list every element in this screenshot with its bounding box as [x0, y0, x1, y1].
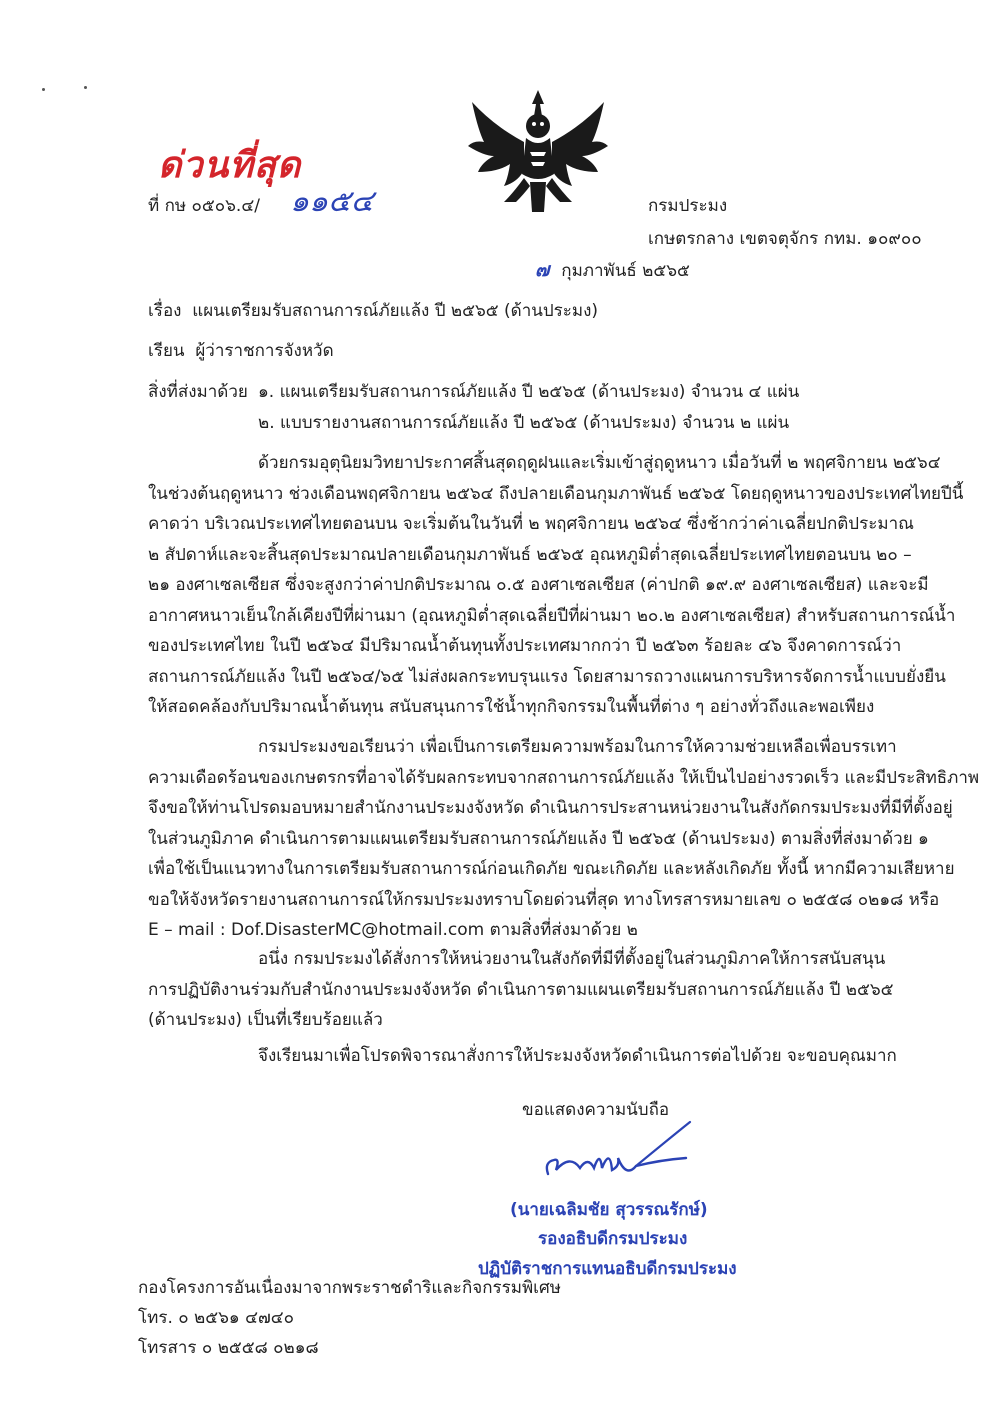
- scan-speck: [84, 86, 87, 89]
- paragraph-line: จึงขอให้ท่านโปรดมอบหมายสำนักงานประมงจังหวัด ดำเนินการประสานหน่วยงานในสังกัดกรมประมงที่มีที่ตั้งอยู่: [148, 798, 953, 818]
- garuda-emblem-icon: [464, 86, 612, 218]
- paragraph-line: ขอให้จังหวัดรายงานสถานการณ์ให้กรมประมงทราบโดยด่วนที่สุด ทางโทรสารหมายเลข ๐ ๒๕๕๘ ๐๒๑๘ หรือ: [148, 889, 940, 910]
- recipient-text: ผู้ว่าราชการจังหวัด: [195, 341, 334, 361]
- paragraph-line: (ด้านประมง) เป็นที่เรียบร้อยแล้ว: [148, 1010, 383, 1030]
- paragraph-line: ๒ สัปดาห์และจะสิ้นสุดประมาณปลายเดือนกุมภาพันธ์ ๒๕๖๕ อุณหภูมิต่ำสุดเฉลี่ยประเทศไทยตอนบน ๒๐ –: [148, 544, 912, 565]
- signatory-position: รองอธิบดีกรมประมง: [538, 1229, 688, 1249]
- paragraph-line: ๒๑ องศาเซลเซียส ซึ่งจะสูงกว่าค่าปกติประมาณ ๐.๕ องศาเซลเซียส (ค่าปกติ ๑๙.๙ องศาเซลเซียส) และจะมี: [148, 575, 929, 595]
- enclosure-item: ๒. แบบรายงานสถานการณ์ภัยแล้ง ปี ๒๕๖๕ (ด้านประมง) จำนวน ๒ แผ่น: [258, 413, 790, 433]
- signatory-acting-position: ปฏิบัติราชการแทนอธิบดีกรมประมง: [478, 1259, 737, 1279]
- scan-speck: [42, 88, 45, 91]
- urgent-stamp: ด่วนที่สุด: [158, 145, 302, 186]
- date-day-handwritten: ๗: [535, 259, 550, 281]
- body-paragraph-2: [148, 732, 980, 946]
- body-paragraph-1: [148, 448, 964, 723]
- date-month-year: กุมภาพันธ์ ๒๕๖๕: [561, 261, 690, 281]
- reference-number-handwritten: ๑๑๕๔: [290, 184, 374, 219]
- paragraph-line: อากาศหนาวเย็นใกล้เคียงปีที่ผ่านมา (อุณหภูมิต่ำสุดเฉลี่ยปีที่ผ่านมา ๒๐.๒ องศาเซลเซียส) สำหรับสถานการณ์น้ำ: [148, 605, 956, 626]
- subject-text: แผนเตรียมรับสถานการณ์ภัยแล้ง ปี ๒๕๖๕ (ด้านประมง): [192, 301, 599, 321]
- paragraph-line: กรมประมงขอเรียนว่า เพื่อเป็นการเตรียมความพร้อมในการให้ความช่วยเหลือเพื่อบรรเทา: [258, 737, 897, 757]
- subject-label: เรื่อง: [148, 301, 182, 321]
- paragraph-line: ในส่วนภูมิภาค ดำเนินการตามแผนเตรียมรับสถานการณ์ภัยแล้ง ปี ๒๕๖๕ (ด้านประมง) ตามสิ่งที่ส่งมาด้วย ๑: [148, 828, 929, 849]
- paragraph-line: สถานการณ์ภัยแล้ง ในปี ๒๕๖๔/๖๕ ไม่ส่งผลกระทบรุนแรง โดยสามารถวางแผนการบริหารจัดการน้ำแบบยั่งยืน: [148, 666, 946, 687]
- paragraph-line: ในช่วงต้นฤดูหนาว ช่วงเดือนพฤศจิกายน ๒๕๖๔ ถึงปลายเดือนกุมภาพันธ์ ๒๕๖๕ โดยฤดูหนาวของประเทศไทยปีนี้: [148, 483, 964, 504]
- paragraph-line: ให้สอดคล้องกับปริมาณน้ำต้นทุน สนับสนุนการใช้น้ำทุกกิจกรรมในพื้นที่ต่าง ๆ อย่างทั่วถึงและพอเพียง: [148, 697, 875, 717]
- paragraph-line: การปฏิบัติงานร่วมกับสำนักงานประมงจังหวัด ดำเนินการตามแผนเตรียมรับสถานการณ์ภัยแล้ง ปี ๒๕๖๕: [148, 979, 894, 1000]
- footer-phone: โทร. ๐ ๒๕๖๑ ๔๗๔๐: [138, 1308, 295, 1328]
- email-line: E – mail : Dof.DisasterMC@hotmail.com ตามสิ่งที่ส่งมาด้วย ๒: [148, 920, 638, 940]
- department-address: เกษตรกลาง เขตจตุจักร กทม. ๑๐๙๐๐: [648, 229, 922, 249]
- letter-date: [535, 256, 690, 285]
- enclosures-label: สิ่งที่ส่งมาด้วย: [148, 382, 248, 402]
- reference-number-prefix: ที่ กษ ๐๕๐๖.๔/: [148, 196, 260, 216]
- body-paragraph-3: [148, 944, 908, 1036]
- signature-closing: ขอแสดงความนับถือ: [522, 1100, 670, 1120]
- paragraph-line: ของประเทศไทย ในปี ๒๕๖๔ มีปริมาณน้ำต้นทุนทั้งประเทศมากกว่า ปี ๒๕๖๓ ร้อยละ ๔๖ จึงคาดการณ์ว่า: [148, 636, 902, 656]
- department-name: กรมประมง: [648, 196, 728, 216]
- subject-line: [148, 297, 598, 325]
- paragraph-line: ด้วยกรมอุตุนิยมวิทยาประกาศสิ้นสุดฤดูฝนและเริ่มเข้าสู่ฤดูหนาว เมื่อวันที่ ๒ พฤศจิกายน ๒๕๖๔: [258, 453, 941, 473]
- paragraph-line: ความเดือดร้อนของเกษตรกรที่อาจได้รับผลกระทบจากสถานการณ์ภัยแล้ง ให้เป็นไปอย่างรวดเร็ว และมีประสิทธิภาพ: [148, 767, 980, 788]
- enclosure-item: ๑. แผนเตรียมรับสถานการณ์ภัยแล้ง ปี ๒๕๖๕ (ด้านประมง) จำนวน ๔ แผ่น: [258, 382, 800, 402]
- handwritten-signature: [540, 1118, 700, 1188]
- recipient-label: เรียน: [148, 341, 185, 361]
- closing-request: จึงเรียนมาเพื่อโปรดพิจารณาสั่งการให้ประมงจังหวัดดำเนินการต่อไปด้วย จะขอบคุณมาก: [258, 1046, 897, 1066]
- recipient-line: [148, 337, 334, 365]
- paragraph-line: เพื่อใช้เป็นแนวทางในการเตรียมรับสถานการณ์ก่อนเกิดภัย ขณะเกิดภัย และหลังเกิดภัย ทั้งนี้ หากมีความเสียหาย: [148, 859, 955, 879]
- paragraph-line: คาดว่า บริเวณประเทศไทยตอนบน จะเริ่มต้นในวันที่ ๒ พฤศจิกายน ๒๕๖๔ ซึ่งช้ากว่าค่าเฉลี่ยปกติประมาณ: [148, 514, 914, 534]
- footer-division: กองโครงการอันเนื่องมาจากพระราชดำริและกิจกรรมพิเศษ: [138, 1278, 561, 1298]
- signatory-name: (นายเฉลิมชัย สุวรรณรักษ์): [510, 1200, 708, 1220]
- paragraph-line: อนึ่ง กรมประมงได้สั่งการให้หน่วยงานในสังกัดที่มีที่ตั้งอยู่ในส่วนภูมิภาคให้การสนับสนุน: [258, 949, 886, 969]
- footer-fax: โทรสาร ๐ ๒๕๕๘ ๐๒๑๘: [138, 1338, 319, 1358]
